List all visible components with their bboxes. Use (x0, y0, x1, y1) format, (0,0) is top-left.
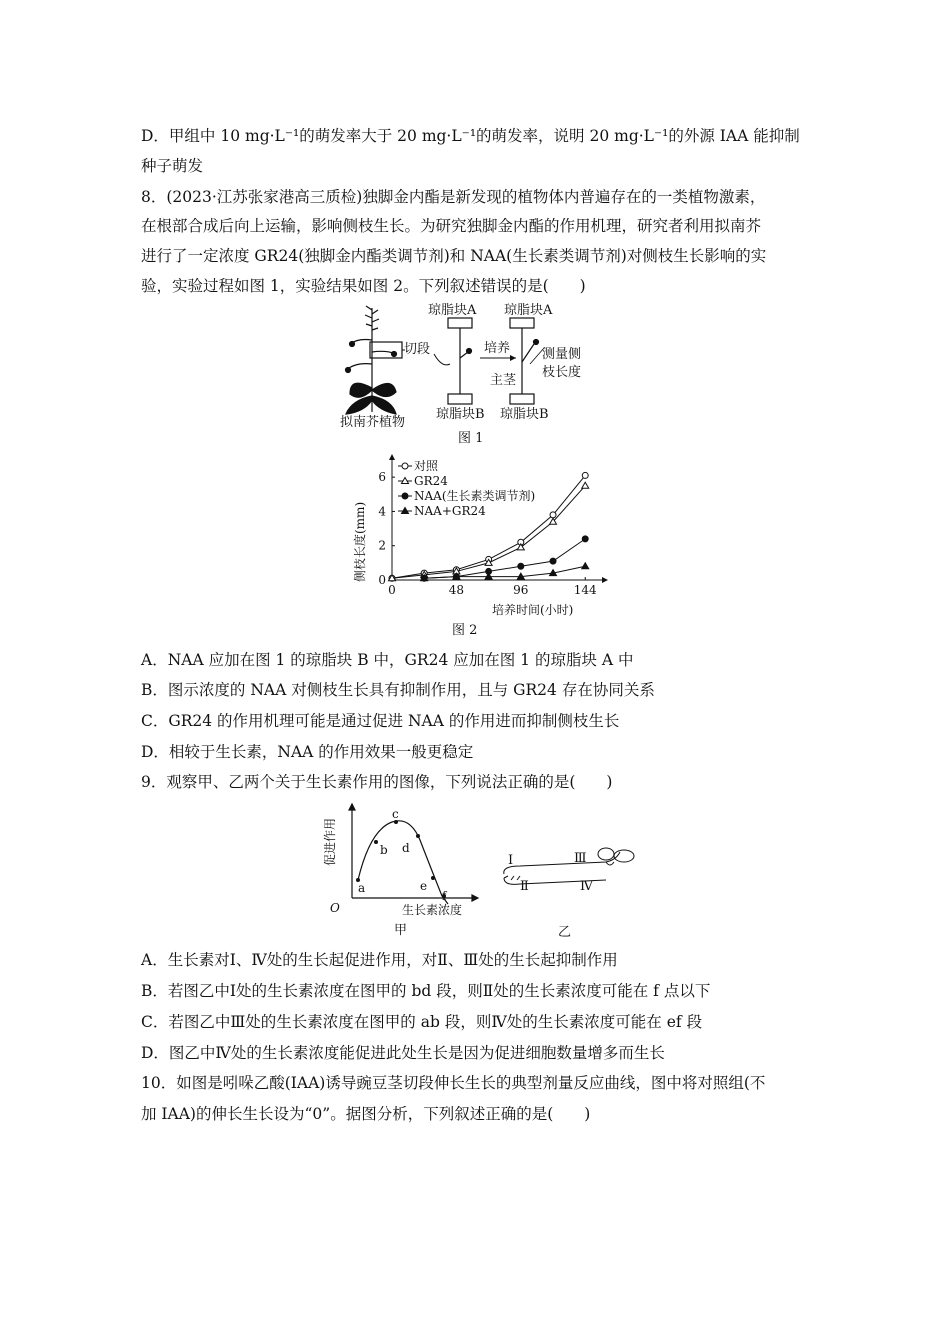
figure1-diagram (330, 300, 620, 450)
figure2-line-chart (340, 452, 620, 642)
agar-block-a-label-1: 琼脂块A (428, 303, 477, 318)
legend-label: NAA+GR24 (414, 504, 486, 518)
point-label-c: c (392, 807, 399, 821)
plant-label: 拟南芥植物 (340, 415, 406, 430)
x-tick-label: 48 (448, 583, 465, 597)
data-point (517, 544, 524, 550)
jia-origin-label: O (330, 901, 340, 915)
agar-block-b-label-1: 琼脂块B (436, 407, 485, 422)
y-tick-label: 6 (378, 470, 386, 485)
data-point (485, 573, 492, 579)
agar-block-a-label-2: 琼脂块A (504, 303, 553, 318)
cut-label: 切段 (404, 342, 431, 357)
question9-option-a: A．生长素对Ⅰ、Ⅳ处的生长起促进作用，对Ⅱ、Ⅲ处的生长起抑制作用 (141, 951, 618, 969)
question8-option-c: C．GR24 的作用机理可能是通过促进 NAA 的作用进而抑制侧枝生长 (141, 712, 620, 730)
legend-marker (402, 463, 408, 469)
stem-segment-cultured (510, 318, 544, 404)
data-point (550, 512, 556, 518)
figure1-caption: 图 1 (458, 431, 484, 446)
measure-label-2: 枝长度 (542, 365, 582, 380)
x-tick-label: 96 (513, 583, 529, 597)
figure-jia-points (356, 820, 446, 898)
point-label-a: a (358, 881, 366, 895)
roman-label-3: Ⅲ (574, 851, 587, 866)
option-d-previous-line2: 种子萌发 (141, 157, 204, 175)
agar-block-b-label-2: 琼脂块B (500, 407, 549, 422)
x-tick-label: 0 (388, 583, 396, 597)
question10-line2: 加 IAA)的伸长生长设为“0”。据图分析，下列叙述正确的是( ) (141, 1105, 591, 1123)
question8-option-d: D．相较于生长素，NAA 的作用效果一般更稳定 (141, 743, 474, 761)
question8-line3: 进行了一定浓度 GR24(独脚金内酯类调节剂)和 NAA(生长素类调节剂)对侧枝生长影响的实 (141, 247, 767, 265)
culture-label: 培养 (484, 341, 511, 356)
data-point (582, 563, 589, 569)
legend-label: NAA(生长素类调节剂) (414, 489, 536, 503)
figure2-caption: 图 2 (452, 623, 478, 638)
data-point (582, 482, 589, 488)
roman-label-4: Ⅳ (580, 879, 593, 894)
question8-line2: 在根部合成后向上运输，影响侧枝生长。为研究独脚金内酯的作用机理，研究者利用拟南芥 (141, 217, 762, 235)
question8-option-b: B．图示浓度的 NAA 对侧枝生长具有抑制作用，且与 GR24 存在协同关系 (141, 681, 655, 699)
jia-y-axis-label: 促进作用 (323, 817, 337, 866)
figure-jia-caption: 甲 (394, 923, 408, 938)
point-label-e: e (420, 879, 428, 893)
chart-x-axis-label: 培养时间(小时) (492, 603, 574, 617)
roman-label-2: Ⅱ (520, 879, 529, 894)
data-point (582, 472, 588, 478)
series-4 (421, 563, 589, 581)
point-label-d: d (402, 841, 410, 855)
jia-x-axis-label: 生长素浓度 (402, 903, 463, 917)
figure-jia-yi (318, 800, 638, 942)
y-tick-label: 0 (378, 573, 386, 587)
y-tick-label: 4 (378, 504, 386, 519)
question8-line1: 8．(2023·江苏张家港高三质检)独脚金内酯是新发现的植物体内普遍存在的一类植物激素， (141, 188, 766, 206)
y-tick-label: 2 (378, 538, 386, 553)
series-3 (421, 536, 588, 581)
main-stem-label: 主茎 (490, 373, 517, 388)
question10-line1: 10．如图是吲哚乙酸(IAA)诱导豌豆茎切段伸长生长的典型剂量反应曲线，图中将对照组(不 (141, 1074, 766, 1092)
chart-y-axis-label: 侧枝长度(mm) (353, 501, 367, 582)
data-point (550, 558, 556, 564)
question9-stem: 9．观察甲、乙两个关于生长素作用的图像，下列说法正确的是( ) (141, 773, 613, 791)
y-axis-arrow (389, 454, 395, 460)
roman-label-1: Ⅰ (508, 853, 514, 868)
data-point (582, 536, 588, 542)
figure-yi-caption: 乙 (558, 925, 572, 940)
question8-line4: 验，实验过程如图 1，实验结果如图 2。下列叙述错误的是( ) (141, 277, 586, 295)
point-label-f: f (442, 889, 447, 903)
measure-label-1: 测量侧 (542, 347, 582, 362)
data-point (518, 563, 524, 569)
legend-label: 对照 (414, 459, 439, 473)
question9-option-b: B．若图乙中Ⅰ处的生长素浓度在图甲的 bd 段，则Ⅱ处的生长素浓度可能在 f 点以下 (141, 982, 711, 1000)
question9-option-c: C．若图乙中Ⅲ处的生长素浓度在图甲的 ab 段，则Ⅳ处的生长素浓度可能在 ef 段 (141, 1013, 703, 1031)
option-d-previous-line1: D．甲组中 10 mg·L⁻¹的萌发率大于 20 mg·L⁻¹的萌发率，说明 20 mg·L⁻¹的外源 IAA 能抑制 (141, 127, 800, 145)
figure-jia-curve (349, 804, 478, 904)
question8-option-a: A．NAA 应加在图 1 的琼脂块 B 中，GR24 应加在图 1 的琼脂块 A 中 (141, 651, 634, 669)
arabidopsis-plant-icon (346, 306, 403, 414)
stem-segment-initial (448, 318, 472, 404)
x-axis-arrow (602, 577, 608, 583)
point-label-b: b (380, 843, 388, 857)
question9-option-d: D．图乙中Ⅳ处的生长素浓度能促进此处生长是因为促进细胞数量增多而生长 (141, 1044, 665, 1062)
legend-label: GR24 (414, 474, 448, 488)
legend-marker (402, 493, 408, 499)
x-tick-label: 144 (573, 583, 597, 597)
